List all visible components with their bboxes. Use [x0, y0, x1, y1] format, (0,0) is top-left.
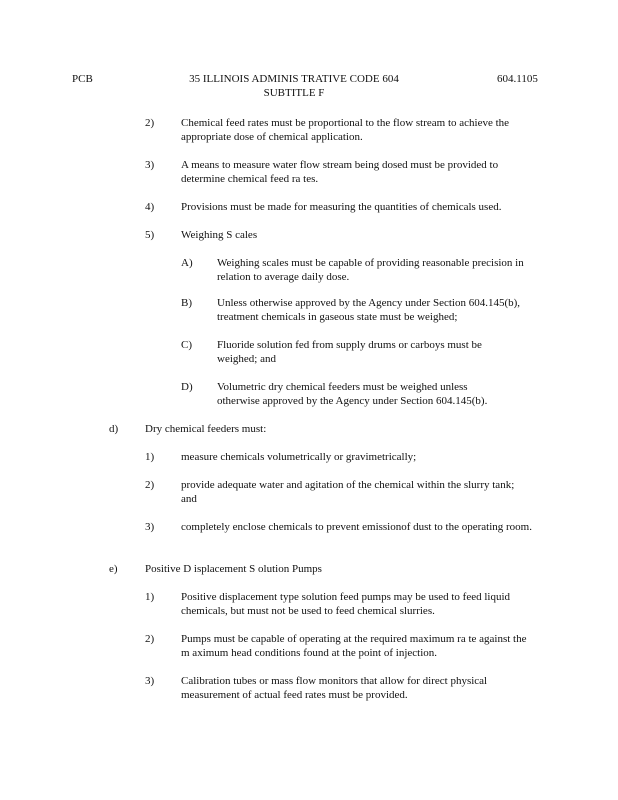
item-label: 2) — [145, 117, 155, 129]
header-title — [174, 72, 414, 100]
item-text: Provisions must be made for measuring the quantities of chemicals used. — [181, 201, 502, 213]
item-label: 3) — [145, 675, 155, 687]
item-label: 1) — [145, 591, 155, 603]
item-text: Chemical feed rates must be proportional to the flow stream to achieve the appropriate dose of chemical application. — [181, 117, 510, 143]
item-heading: Dry chemical feeders must: — [145, 423, 267, 435]
item-label: 4) — [145, 201, 155, 213]
item-label: 1) — [145, 451, 155, 463]
item-label: 2) — [145, 479, 155, 491]
item-label: 5) — [145, 229, 155, 241]
header-agency: PCB — [72, 73, 93, 85]
item-text: Weighing scales must be capable of providing reasonable precision in relation to average daily dose. — [217, 257, 524, 283]
header-section-number: 604.1105 — [497, 73, 538, 85]
item-text: Unless otherwise approved by the Agency under Section 604.145(b), treatment chemicals in gaseous state must be weighed; — [217, 297, 521, 323]
item-text: Fluoride solution fed from supply drums or carboys must be weighed; and — [217, 339, 482, 365]
item-heading: Positive D isplacement S olution Pumps — [145, 563, 322, 575]
item-label: A) — [181, 257, 193, 269]
item-text: Volumetric dry chemical feeders must be weighed unless otherwise approved by the Agency under Section 604.145(b). — [217, 381, 488, 407]
item-text: provide adequate water and agitation of the chemical within the slurry tank; and — [181, 479, 515, 505]
item-label: 3) — [145, 521, 155, 533]
item-label: d) — [109, 423, 119, 435]
item-text: A means to measure water flow stream being dosed must be provided to determine chemical feed ra tes. — [181, 159, 499, 185]
item-text: completely enclose chemicals to prevent emissionof dust to the operating room. — [181, 521, 532, 533]
item-label: B) — [181, 297, 192, 309]
item-text: measure chemicals volumetrically or gravimetrically; — [181, 451, 417, 463]
header-subtitle-line: SUBTITLE F — [263, 87, 325, 99]
item-label: C) — [181, 339, 192, 351]
item-text: Pumps must be capable of operating at the required maximum ra te against the m aximum head conditions found at the point of injection. — [181, 633, 527, 659]
item-label: e) — [109, 563, 118, 575]
item-label: 2) — [145, 633, 155, 645]
item-heading: Weighing S cales — [181, 229, 258, 241]
header-code-line: 35 ILLINOIS ADMINIS TRATIVE CODE 604 — [189, 73, 399, 85]
item-label: 3) — [145, 159, 155, 171]
item-text: Positive displacement type solution feed pumps may be used to feed liquid chemicals, but must not be used to feed chemical slurries. — [181, 591, 511, 617]
item-label: D) — [181, 381, 193, 393]
item-text: Calibration tubes or mass flow monitors that allow for direct physical measurement of actual feed rates must be provided. — [181, 675, 488, 701]
